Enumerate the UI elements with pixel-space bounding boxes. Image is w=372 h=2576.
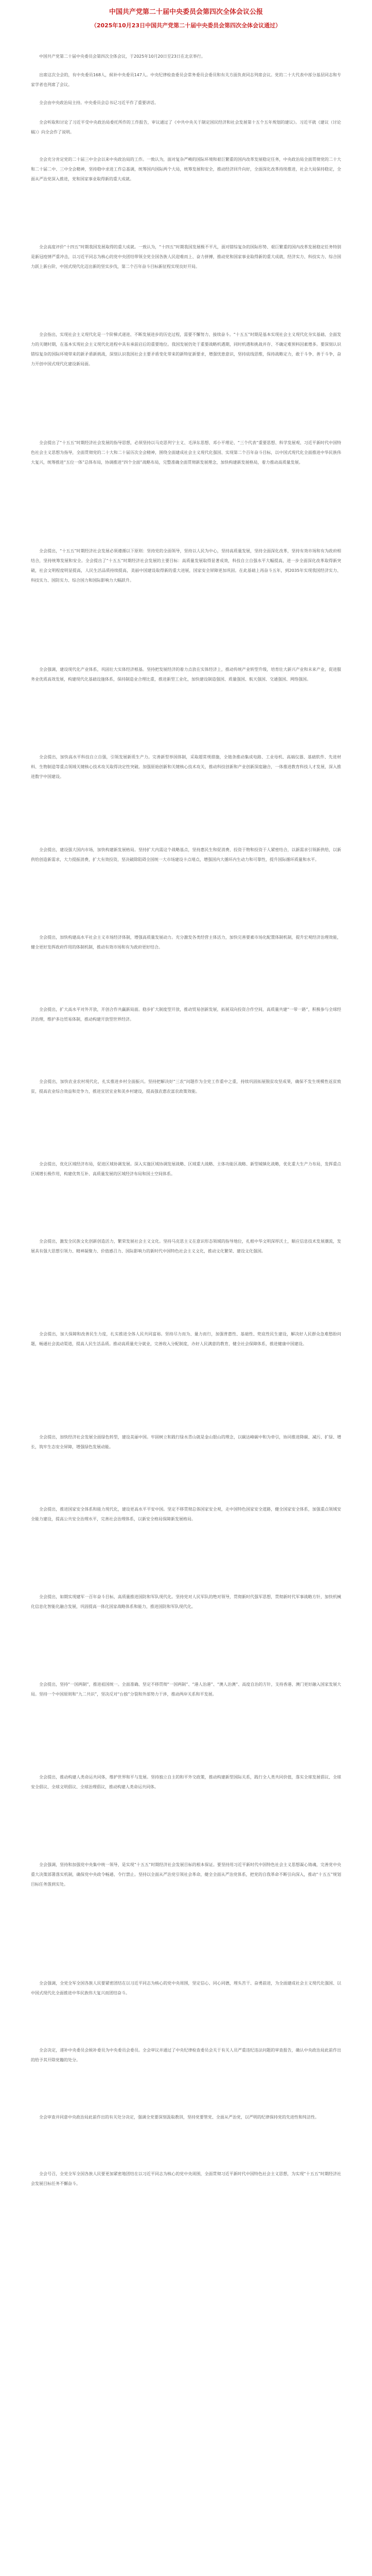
paragraph: 全会号召，全党全军全国各族人民要更加紧密地团结在以习近平同志为核心的党中央周围，全面贯彻习近平新时代中国特色社会主义思想，为实现“十五五”时期经济社会发展目标任务不懈奋斗。: [31, 2172, 341, 2186]
paragraph: 全会提出，推进国家安全体系和能力现代化，建设更高水平平安中国。坚定不移贯彻总体国家安全观，走中国特色国家安全道路，健全国家安全体系，加强重点领域安全能力建设，提高公共安全治理水平，完善社会治理体系，以新安全格局保障新发展格局。: [31, 1507, 341, 1521]
page-title: 中国共产党第二十届中央委员会第四次全体会议公报: [109, 8, 263, 16]
paragraph: 全会提出，加快高水平科技自立自强，引领发展新质生产力。完善新型举国体制，采取超常规措施，全链条推动集成电路、工业母机、高端仪器、基础软件、先进材料、生物制造等重点领域关键核心技术攻关取得决定性突破。加强原始创新和关键核心技术攻关，推动科技创新和产业创新深度融合，一体推进教育科技人才发展，深入推进数字中国建设。: [31, 755, 341, 779]
paragraph: 出席这次全会的，有中央委员168人，候补中央委员147人。中央纪律检查委员会常务委员会委员和有关方面负责同志列席会议。党的二十大代表中部分基层同志和专家学者也列席了会议。: [31, 73, 341, 87]
paragraph: 全会审查并同意中央政治局此前作出的有关处分决定，强调全党要深刻汲取教训，坚持党要管党、全面从严治党，以严明的纪律保持党的先进性和纯洁性。: [39, 2115, 319, 2120]
paragraph: 全会强调，坚持和加强党中央集中统一领导，是实现“十五五”时期经济社会发展目标的根本保证。要坚持用习近平新时代中国特色社会主义思想凝心铸魂，完善党中央重大决策部署落实机制，确保党中央政令畅通、令行禁止。坚持以全面从严治党引领社会革命，健全全面从严治党体系，把党的自我革命不断引向深入，推动“十五五”规划目标任务落到实处。: [31, 1862, 341, 1887]
paragraph: 全会提出，建设强大国内市场，加快构建新发展格局。坚持扩大内需这个战略基点，坚持惠民生和促消费、投资于物和投资于人紧密结合，以新需求引领新供给，以新供给创造新需求，大力提振消费，扩大有效投资，坚决破除阻碍全国统一大市场建设卡点堵点，增强国内大循环内生动力和可靠性，提升国际循环质量和水平。: [31, 848, 341, 862]
paragraph: 全会提出，优化区域经济布局，促进区域协调发展。深入实施区域协调发展战略、区域重大战略、主体功能区战略、新型城镇化战略，优化重大生产力布局，发挥重点区域增长极作用，构建优势互补、高质量发展的区域经济布局和国土空间体系。: [31, 1162, 341, 1176]
paragraph: 全会提出，扩大高水平对外开放，开创合作共赢新局面。稳步扩大制度型开放，推动贸易创新发展，拓展双向投资合作空间，高质量共建“一带一路”，积极参与全球经济治理，维护多边贸易体制，推动构建开放型世界经济。: [31, 1007, 341, 1022]
paragraph: 全会指出，实现社会主义现代化是一个阶梯式递进、不断发展进步的历史过程，需要不懈努力、接续奋斗。“十五五”时期是基本实现社会主义现代化夯实基础、全面发力的关键时期，在基本实现社会主义现代化进程中具有承前启后的重要地位。我国发展仍处于重要战略机遇期，同时机遇和挑战并存、不确定难预料因素增多。要深刻认识错综复杂的国际环境带来的新矛盾新挑战，深刻认识我国社会主要矛盾变化带来的新特征新要求，增强忧患意识，坚持底线思维，保持战略定力，敢于斗争、善于斗争，奋力开创中国式现代化建设新局面。: [31, 332, 341, 366]
paragraph: 中国共产党第二十届中央委员会第四次全体会议，于2025年10月20日至23日在北京举行。: [39, 54, 205, 59]
paragraph: 全会提出，加大保障和改善民生力度，扎实推进全体人民共同富裕。坚持尽力而为、量力而行，加强普惠性、基础性、兜底性民生建设，解决好人民群众急难愁盼问题，畅通社会流动渠道，提高人民生活品质。推动高质量充分就业，完善收入分配制度，办好人民满意的教育，健全社会保障体系，推进健康中国建设。: [31, 1332, 341, 1346]
paragraph: 全会强调，全党全军全国各族人民要紧密团结在以习近平同志为核心的党中央周围，坚定信心、同心同德，埋头苦干、奋勇前进，为全面建成社会主义现代化强国、以中国式现代化全面推进中华民族伟大复兴而团结奋斗。: [31, 1981, 341, 1995]
paragraph: 全会提出，如期实现建军一百年奋斗目标，高质量推进国防和军队现代化。坚持党对人民军队的绝对领导，贯彻新时代强军思想，贯彻新时代军事战略方针，加快机械化信息化智能化融合发展，巩固提高一体化国家战略体系和能力，推进国防和军队现代化。: [31, 1595, 341, 1609]
paragraph: 全会提出了“十五五”时期经济社会发展的指导思想，必须坚持以马克思列宁主义、毛泽东思想、邓小平理论、“三个代表”重要思想、科学发展观、习近平新时代中国特色社会主义思想为指导，全面贯彻党的二十大和二十届历次全会精神，围绕全面建成社会主义现代化强国、实现第二个百年奋斗目标，以中国式现代化全面推进中华民族伟大复兴，统筹推进“五位一体”总体布局，协调推进“四个全面”战略布局，完整准确全面贯彻新发展理念，加快构建新发展格局，着力推动高质量发展。: [31, 440, 341, 465]
paragraph: 全会强调，建设现代化产业体系，巩固壮大实体经济根基。坚持把发展经济的着力点放在实体经济上，推动传统产业转型升级，培育壮大新兴产业和未来产业，促进服务业优质高效发展，构建现代化基础设施体系，保持制造业合理比重，推进新型工业化，加快建设制造强国、质量强国、航天强国、交通强国、网络强国。: [31, 667, 341, 682]
paragraph: 全会提出，加快构建高水平社会主义市场经济体制，增强高质量发展动力。充分激发各类经营主体活力，加快完善要素市场化配置体制机制，提升宏观经济治理效能，健全更好发挥政府作用的体制机制，推动有效市场和有为政府更好结合。: [31, 935, 341, 950]
paragraph: 全会决定，递补中央委员会候补委员为中央委员会委员。全会审议并通过了中央纪律检查委员会关于有关人员严重违纪违法问题的审查报告，确认中央政治局此前作出的给予其开除党籍的处分。: [31, 2048, 341, 2062]
paragraph: 全会由中央政治局主持。中央委员会总书记习近平作了重要讲话。: [39, 100, 158, 105]
paragraph: 全会提出，“十五五”时期经济社会发展必须遵循以下原则：坚持党的全面领导，坚持以人民为中心，坚持高质量发展，坚持全面深化改革，坚持有效市场和有为政府相结合，坚持统筹发展和安全。全会提出了“十五五”时期经济社会发展的主要目标：高质量发展取得显著成效，科技自立自强水平大幅提高，进一步全面深化改革取得新突破，社会文明程度明显提高，人民生活品质持续提高，美丽中国建设取得新的重大进展，国家安全屏障更加巩固。在此基础上再奋斗五年，到2035年实现我国经济实力、科技实力、国防实力、综合国力和国际影响力大幅跃升。: [31, 549, 341, 583]
paragraph: 全会提出，加快农业农村现代化，扎实推进乡村全面振兴。坚持把解决好“三农”问题作为全党工作重中之重，持续巩固拓展脱贫攻坚成果，确保不发生规模性返贫致贫，提高农业综合效益和竞争力，推进宜居宜业和美乡村建设，提高强农惠农富农政策效能。: [31, 1079, 341, 1094]
paragraph: 全会充分肯定党的二十届三中全会以来中央政治局的工作。一致认为，面对复杂严峻的国际环境和艰巨繁重的国内改革发展稳定任务，中央政治局全面贯彻党的二十大和二十届二中、三中全会精神，坚持稳中求进工作总基调，统筹国内国际两个大局，统筹发展和安全，推动经济回升向好，全面深化改革持续推进，社会大局保持稳定，全面从严治党深入推进，党和国家事业取得新的重大成就。: [31, 157, 341, 181]
page-subtitle: （2025年10月23日中国共产党第二十届中央委员会第四次全体会议通过）: [91, 22, 281, 29]
paragraph: 全会高度评价“十四五”时期我国发展取得的重大成就。一致认为，“十四五”时期我国发展极不平凡，面对错综复杂的国际形势、艰巨繁重的国内改革发展稳定任务特别是新冠疫情严重冲击，以习近平同志为核心的党中央团结带领全党全国各族人民迎难而上、奋力拼搏，推动党和国家事业取得新的重大成就，经济实力、科技实力、综合国力跃上新台阶，中国式现代化迈出新的坚实步伐，第二个百年奋斗目标新征程实现良好开局。: [31, 245, 341, 269]
paragraph: 全会听取和讨论了习近平受中央政治局委托所作的工作报告，审议通过了《中共中央关于制定国民经济和社会发展第十五个五年规划的建议》。习近平就《建议（讨论稿）》向全会作了说明。: [31, 120, 341, 134]
paragraph: 全会提出，加快经济社会发展全面绿色转型，建设美丽中国。牢固树立和践行绿水青山就是金山银山的理念，以碳达峰碳中和为牵引，协同推进降碳、减污、扩绿、增长，筑牢生态安全屏障，增强绿色发展动能。: [31, 1435, 341, 1449]
paragraph: 全会提出，激发全民族文化创新创造活力，繁荣发展社会主义文化。坚持马克思主义在意识形态领域的指导地位，扎根中华文明深厚沃土，顺应信息技术发展潮流，发展具有强大思想引领力、精神凝聚力、价值感召力、国际影响力的新时代中国特色社会主义文化，推动文化繁荣、建设文化强国。: [31, 1239, 341, 1253]
paragraph: 全会提出，坚持“一国两制”，推进祖国统一。全面准确、坚定不移贯彻“一国两制”、“港人治港”、“澳人治澳”、高度自治的方针，支持香港、澳门更好融入国家发展大局。坚持一个中国原则和“九二共识”，坚决反对“台独”分裂和外部势力干涉，推动两岸关系和平发展。: [31, 1682, 341, 1697]
paragraph: 全会提出，推动构建人类命运共同体，维护世界和平与发展。坚持独立自主的和平外交政策，推动构建新型国际关系，践行全人类共同价值，落实全球发展倡议、全球安全倡议、全球文明倡议、全球治理倡议，推动构建人类命运共同体。: [31, 1775, 341, 1789]
